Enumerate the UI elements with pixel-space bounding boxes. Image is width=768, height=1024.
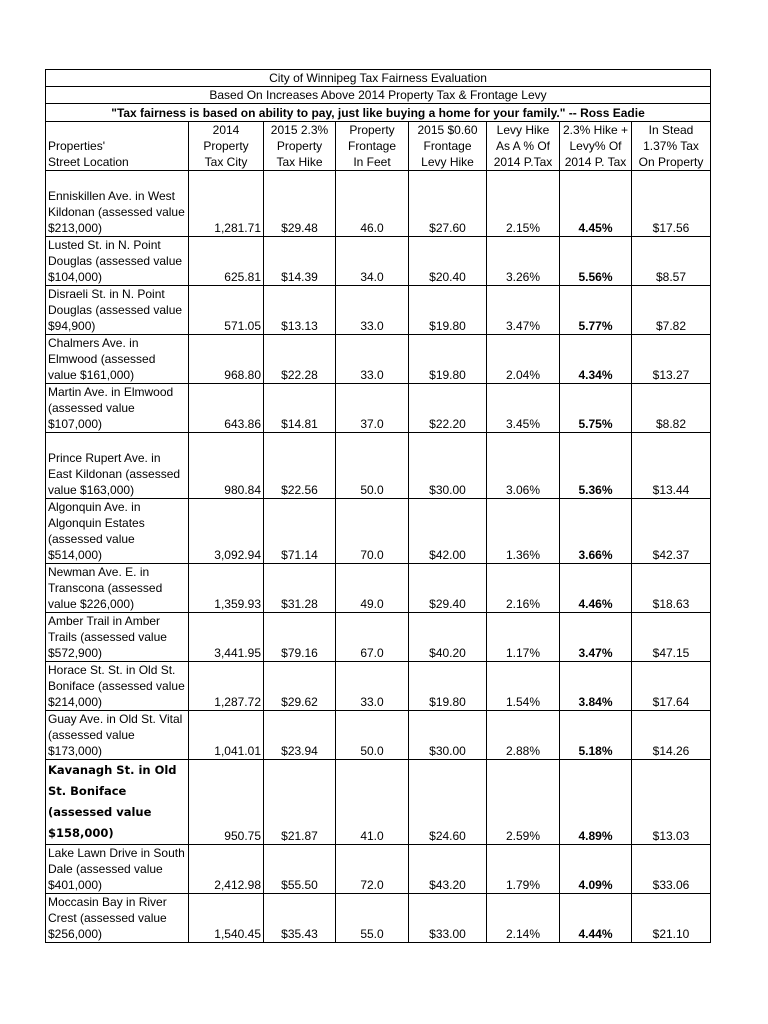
hike-cell: $14.39 — [264, 237, 336, 286]
tax-cell: 3,441.95 — [189, 613, 264, 662]
header-cell: 2015 $0.60 — [409, 122, 487, 139]
table-row — [46, 760, 711, 845]
header-cell: Property — [336, 122, 409, 139]
table-row — [46, 613, 711, 662]
tax-cell: 2,412.98 — [189, 845, 264, 894]
feet-cell: 37.0 — [336, 384, 409, 433]
levy-cell: $19.80 — [409, 662, 487, 711]
header-cell: On Property — [632, 154, 711, 171]
hike-cell: $55.50 — [264, 845, 336, 894]
pct-cell: 1.17% — [487, 613, 560, 662]
pct-cell: 3.26% — [487, 237, 560, 286]
table-row — [46, 335, 711, 384]
combo-cell: 3.47% — [560, 613, 632, 662]
levy-cell: $22.20 — [409, 384, 487, 433]
header-cell: In Stead — [632, 122, 711, 139]
hike-cell: $35.43 — [264, 894, 336, 943]
instead-cell: $17.56 — [632, 171, 711, 237]
header-cell: 1.37% Tax — [632, 138, 711, 154]
hike-cell: $29.62 — [264, 662, 336, 711]
street-location-cell: Algonquin Ave. in Algonquin Estates (assessed value $514,000) — [46, 499, 189, 564]
combo-cell: 5.36% — [560, 433, 632, 499]
table-row — [46, 433, 711, 499]
feet-cell: 70.0 — [336, 499, 409, 564]
table-row — [46, 237, 711, 286]
header-cell: Levy Hike — [409, 154, 487, 171]
header-cell — [46, 122, 189, 139]
tax-cell: 968.80 — [189, 335, 264, 384]
tax-cell: 1,281.71 — [189, 171, 264, 237]
street-location-cell: Enniskillen Ave. in West Kildonan (assessed value $213,000) — [46, 171, 189, 237]
hike-cell: $29.48 — [264, 171, 336, 237]
levy-cell: $27.60 — [409, 171, 487, 237]
street-location-cell: Disraeli St. in N. Point Douglas (assessed value $94,900) — [46, 286, 189, 335]
quote: "Tax fairness is based on ability to pay, just like buying a home for your family." -- Ross Eadie — [46, 104, 711, 122]
table-row — [46, 384, 711, 433]
pct-cell: 2.14% — [487, 894, 560, 943]
instead-cell: $8.57 — [632, 237, 711, 286]
header-cell: Levy% Of — [560, 138, 632, 154]
instead-cell: $17.64 — [632, 662, 711, 711]
instead-cell: $18.63 — [632, 564, 711, 613]
feet-cell: 33.0 — [336, 335, 409, 384]
table-row — [46, 845, 711, 894]
tax-cell: 1,540.45 — [189, 894, 264, 943]
table-row — [46, 286, 711, 335]
feet-cell: 46.0 — [336, 171, 409, 237]
header-cell: As A % Of — [487, 138, 560, 154]
pct-cell: 3.45% — [487, 384, 560, 433]
levy-cell: $43.20 — [409, 845, 487, 894]
header-cell: 2014 P.Tax — [487, 154, 560, 171]
street-location-cell: Lusted St. in N. Point Douglas (assessed value $104,000) — [46, 237, 189, 286]
pct-cell: 2.15% — [487, 171, 560, 237]
pct-cell: 1.54% — [487, 662, 560, 711]
street-location-cell: Guay Ave. in Old St. Vital (assessed value $173,000) — [46, 711, 189, 760]
levy-cell: $20.40 — [409, 237, 487, 286]
feet-cell: 33.0 — [336, 286, 409, 335]
table-row — [46, 564, 711, 613]
combo-cell: 5.18% — [560, 711, 632, 760]
combo-cell: 5.75% — [560, 384, 632, 433]
instead-cell: $21.10 — [632, 894, 711, 943]
levy-cell: $29.40 — [409, 564, 487, 613]
pct-cell: 1.36% — [487, 499, 560, 564]
feet-cell: 41.0 — [336, 760, 409, 845]
table-row — [46, 662, 711, 711]
street-location-cell: Newman Ave. E. in Transcona (assessed value $226,000) — [46, 564, 189, 613]
tax-cell: 625.81 — [189, 237, 264, 286]
header-cell: Property — [189, 138, 264, 154]
instead-cell: $7.82 — [632, 286, 711, 335]
pct-cell: 2.88% — [487, 711, 560, 760]
hike-cell: $21.87 — [264, 760, 336, 845]
hike-cell: $22.28 — [264, 335, 336, 384]
levy-cell: $24.60 — [409, 760, 487, 845]
hike-cell: $23.94 — [264, 711, 336, 760]
table-row — [46, 171, 711, 237]
instead-cell: $13.44 — [632, 433, 711, 499]
tax-cell: 1,359.93 — [189, 564, 264, 613]
instead-cell: $14.26 — [632, 711, 711, 760]
street-location-cell: Chalmers Ave. in Elmwood (assessed value $161,000) — [46, 335, 189, 384]
feet-cell: 72.0 — [336, 845, 409, 894]
hike-cell: $31.28 — [264, 564, 336, 613]
pct-cell: 2.16% — [487, 564, 560, 613]
tax-cell: 1,041.01 — [189, 711, 264, 760]
tax-cell: 950.75 — [189, 760, 264, 845]
instead-cell: $8.82 — [632, 384, 711, 433]
header-cell: 2014 — [189, 122, 264, 139]
header-cell: Frontage — [409, 138, 487, 154]
feet-cell: 33.0 — [336, 662, 409, 711]
tax-fairness-table — [45, 69, 711, 943]
feet-cell: 34.0 — [336, 237, 409, 286]
pct-cell: 3.47% — [487, 286, 560, 335]
combo-cell: 5.56% — [560, 237, 632, 286]
instead-cell: $47.15 — [632, 613, 711, 662]
table-row — [46, 711, 711, 760]
street-location-cell: Horace St. St. in Old St. Boniface (assessed value $214,000) — [46, 662, 189, 711]
header-cell: Tax Hike — [264, 154, 336, 171]
table-subtitle: Based On Increases Above 2014 Property Tax & Frontage Levy — [46, 87, 711, 104]
feet-cell: 55.0 — [336, 894, 409, 943]
street-location-cell: Martin Ave. in Elmwood (assessed value $107,000) — [46, 384, 189, 433]
header-cell: 2014 P. Tax — [560, 154, 632, 171]
combo-cell: 4.46% — [560, 564, 632, 613]
street-location-cell: Moccasin Bay in River Crest (assessed value $256,000) — [46, 894, 189, 943]
feet-cell: 67.0 — [336, 613, 409, 662]
levy-cell: $30.00 — [409, 711, 487, 760]
header-cell: Properties' — [46, 138, 189, 154]
combo-cell: 3.66% — [560, 499, 632, 564]
header-cell: 2.3% Hike + — [560, 122, 632, 139]
combo-cell: 4.44% — [560, 894, 632, 943]
feet-cell: 50.0 — [336, 711, 409, 760]
instead-cell: $42.37 — [632, 499, 711, 564]
street-location-cell: Lake Lawn Drive in South Dale (assessed value $401,000) — [46, 845, 189, 894]
tax-cell: 571.05 — [189, 286, 264, 335]
street-location-cell: Prince Rupert Ave. in East Kildonan (assessed value $163,000) — [46, 433, 189, 499]
header-cell: Frontage — [336, 138, 409, 154]
pct-cell: 2.04% — [487, 335, 560, 384]
header-cell: Levy Hike — [487, 122, 560, 139]
street-location-cell: Amber Trail in Amber Trails (assessed value $572,900) — [46, 613, 189, 662]
levy-cell: $19.80 — [409, 286, 487, 335]
combo-cell: 4.89% — [560, 760, 632, 845]
combo-cell: 4.45% — [560, 171, 632, 237]
pct-cell: 2.59% — [487, 760, 560, 845]
tax-cell: 1,287.72 — [189, 662, 264, 711]
combo-cell: 5.77% — [560, 286, 632, 335]
levy-cell: $42.00 — [409, 499, 487, 564]
tax-cell: 643.86 — [189, 384, 264, 433]
table-row — [46, 894, 711, 943]
feet-cell: 49.0 — [336, 564, 409, 613]
levy-cell: $40.20 — [409, 613, 487, 662]
header-cell: Property — [264, 138, 336, 154]
combo-cell: 4.09% — [560, 845, 632, 894]
levy-cell: $19.80 — [409, 335, 487, 384]
instead-cell: $13.03 — [632, 760, 711, 845]
header-cell: In Feet — [336, 154, 409, 171]
combo-cell: 4.34% — [560, 335, 632, 384]
levy-cell: $30.00 — [409, 433, 487, 499]
header-cell: Street Location — [46, 154, 189, 171]
tax-cell: 3,092.94 — [189, 499, 264, 564]
hike-cell: $71.14 — [264, 499, 336, 564]
table-title: City of Winnipeg Tax Fairness Evaluation — [46, 70, 711, 87]
instead-cell: $33.06 — [632, 845, 711, 894]
hike-cell: $14.81 — [264, 384, 336, 433]
levy-cell: $33.00 — [409, 894, 487, 943]
header-cell: 2015 2.3% — [264, 122, 336, 139]
combo-cell: 3.84% — [560, 662, 632, 711]
table-row — [46, 499, 711, 564]
hike-cell: $13.13 — [264, 286, 336, 335]
hike-cell: $79.16 — [264, 613, 336, 662]
tax-cell: 980.84 — [189, 433, 264, 499]
hike-cell: $22.56 — [264, 433, 336, 499]
feet-cell: 50.0 — [336, 433, 409, 499]
street-location-cell: Kavanagh St. in Old St. Boniface (assessed value $158,000) — [46, 760, 189, 845]
header-cell: Tax City — [189, 154, 264, 171]
pct-cell: 3.06% — [487, 433, 560, 499]
instead-cell: $13.27 — [632, 335, 711, 384]
pct-cell: 1.79% — [487, 845, 560, 894]
